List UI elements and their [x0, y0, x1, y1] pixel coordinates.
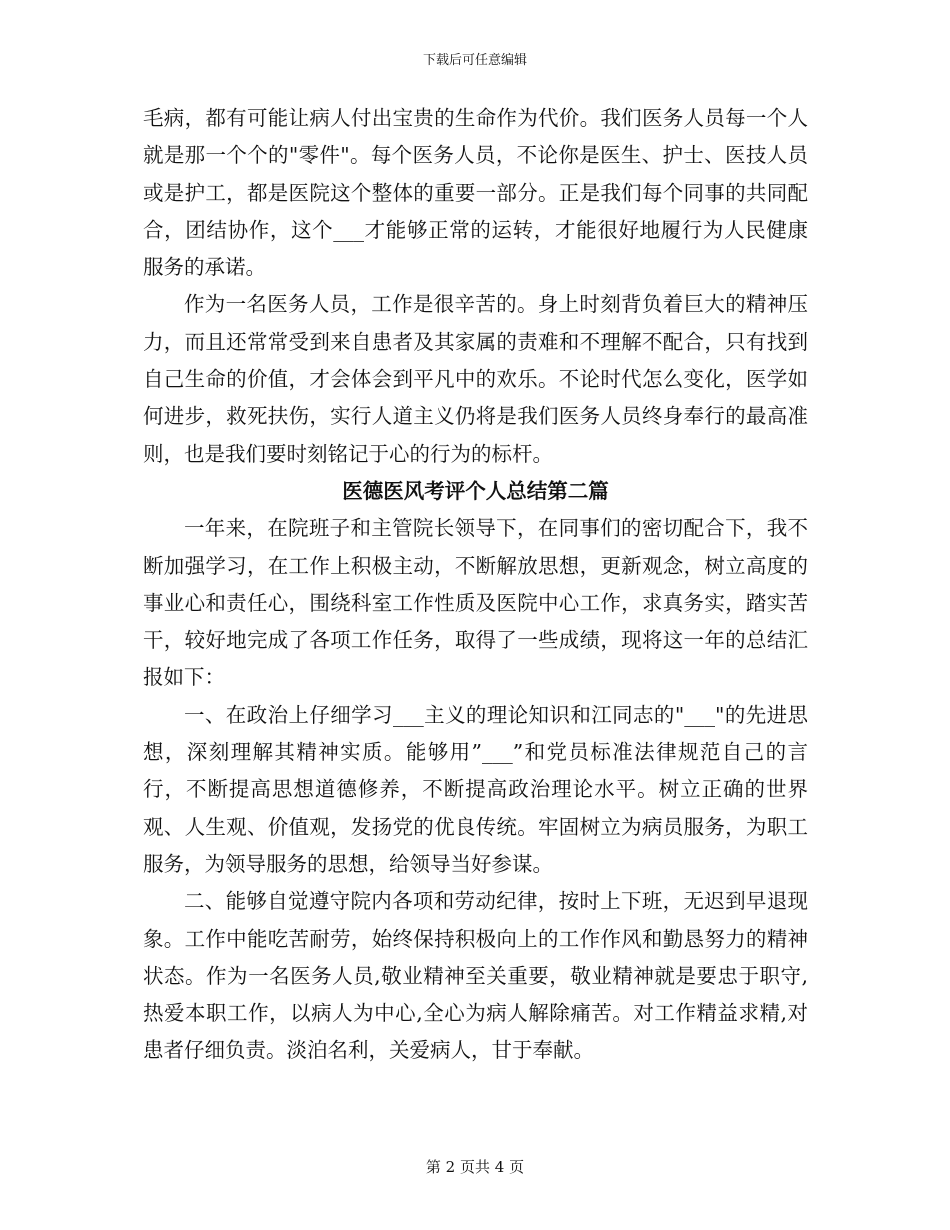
paragraph: 作为一名医务人员，工作是很辛苦的。身上时刻背负着巨大的精神压力，而且还常常受到来自患者及其家属的责难和不理解不配合，只有找到自己生命的价值，才会体会到平凡中的欢乐。不论时代怎么变化，医学如何进步，救死扶伤，实行人道主义仍将是我们医务人员终身奉行的最高准则，也是我们要时刻铭记于心的行为的标杆。 [143, 292, 808, 466]
section-title: 医德医风考评个人总结第二篇 [342, 478, 609, 503]
header-note: 下载后可任意编辑 [422, 53, 527, 68]
paragraph: 一年来，在院班子和主管院长领导下，在同事们的密切配合下，我不断加强学习，在工作上积极主动，不断解放思想，更新观念，树立高度的事业心和责任心，围绕科室工作性质及医院中心工作，求真务实，踏实苦干，较好地完成了各项工作任务，取得了一些成绩，现将这一年的总结汇报如下： [143, 516, 808, 690]
paragraph: 一、在政治上仔细学习___主义的理论知识和江同志的"___"的先进思想，深刻理解其精神实质。能够用”___”和党员标准法律规范自己的言行，不断提高思想道德修养，不断提高政治理论水平。树立正确的世界观、人生观、价值观，发扬党的优良传统。牢固树立为病员服务，为职工服务，为领导服务的思想，给领导当好参谋。 [143, 702, 808, 876]
paragraph-continued: 毛病，都有可能让病人付出宝贵的生命作为代价。我们医务人员每一个人就是那一个个的"零件"。每个医务人员，不论你是医生、护士、医技人员或是护工，都是医院这个整体的重要一部分。正是我们每个同事的共同配合，团结协作，这个___才能够正常的运转，才能很好地履行为人民健康服务的承诺。 [143, 106, 808, 280]
paragraph: 二、能够自觉遵守院内各项和劳动纪律，按时上下班，无迟到早退现象。工作中能吃苦耐劳，始终保持积极向上的工作作风和勤恳努力的精神状态。作为一名医务人员,敬业精神至关重要，敬业精神就是要忠于职守,热爱本职工作，以病人为中心,全心为病人解除痛苦。对工作精益求精,对患者仔细负责。淡泊名利，关爱病人，甘于奉献。 [143, 889, 808, 1063]
page-number-footer: 第 2 页共 4 页 [425, 1158, 525, 1176]
document-body [143, 100, 808, 1070]
